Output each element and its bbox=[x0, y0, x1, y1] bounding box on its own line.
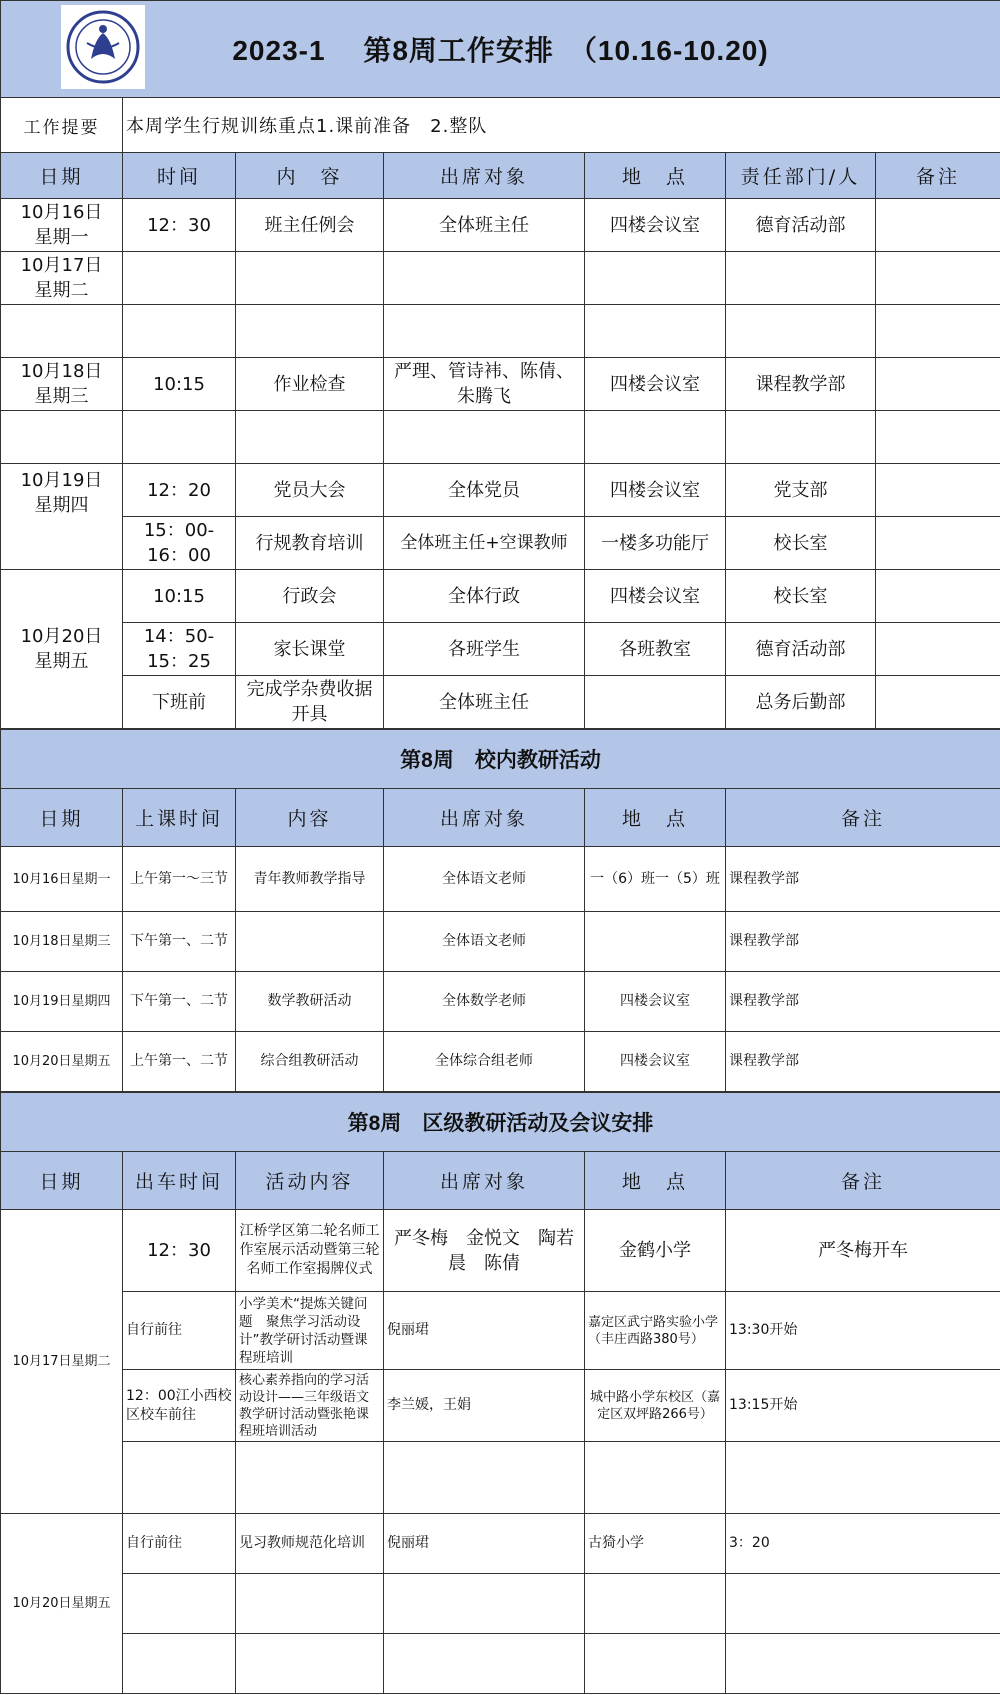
header-location: 地 点 bbox=[585, 153, 726, 199]
location-cell: 一（6）班一（5）班 bbox=[585, 847, 726, 912]
section-header-row bbox=[1, 789, 1000, 847]
attendees-cell: 严冬梅 金悦文 陶若晨 陈倩 bbox=[384, 1210, 585, 1292]
date-cell: 10月16日星期一 bbox=[1, 847, 123, 912]
header-department: 责任部门/人 bbox=[726, 153, 876, 199]
date-cell: 10月16日 星期一 bbox=[1, 199, 123, 252]
title-row bbox=[1, 1, 1000, 98]
notes-cell: 课程教学部 bbox=[726, 912, 1000, 972]
table-row bbox=[1, 1292, 1000, 1370]
header-notes: 备注 bbox=[876, 153, 1000, 199]
date-cell: 10月19日星期四 bbox=[1, 972, 123, 1032]
content-cell: 家长课堂 bbox=[236, 623, 384, 676]
header-departure-time: 出车时间 bbox=[123, 1152, 236, 1210]
header-attendees: 出席对象 bbox=[384, 1152, 585, 1210]
department-cell: 校长室 bbox=[726, 517, 876, 570]
content-cell bbox=[236, 912, 384, 972]
table-row bbox=[1, 199, 1000, 252]
header-activity: 活动内容 bbox=[236, 1152, 384, 1210]
table-row bbox=[1, 1442, 1000, 1514]
activity-cell: 小学美术“提炼关键问题 聚焦学习活动设计”教学研讨活动暨课程班培训 bbox=[236, 1292, 384, 1370]
table-row bbox=[1, 1634, 1000, 1694]
table-row bbox=[1, 358, 1000, 411]
date-cell: 10月20日 星期五 bbox=[1, 570, 123, 729]
class-time-cell: 上午第一～三节 bbox=[123, 847, 236, 912]
time-cell: 15：00-16：00 bbox=[123, 517, 236, 570]
attendees-cell: 全体综合组老师 bbox=[384, 1032, 585, 1092]
location-cell: 四楼会议室 bbox=[585, 570, 726, 623]
table-row bbox=[1, 1514, 1000, 1574]
class-time-cell: 上午第一、二节 bbox=[123, 1032, 236, 1092]
notes-cell: 课程教学部 bbox=[726, 1032, 1000, 1092]
content-cell: 行规教育培训 bbox=[236, 517, 384, 570]
attendees-cell: 全体行政 bbox=[384, 570, 585, 623]
summary-text: 本周学生行规训练重点1.课前准备 2.整队 bbox=[123, 98, 1000, 153]
location-cell: 一楼多功能厅 bbox=[585, 517, 726, 570]
table-row bbox=[1, 623, 1000, 676]
activity-cell: 核心素养指向的学习活动设计——三年级语文教学研讨活动暨张艳课程班培训活动 bbox=[236, 1370, 384, 1442]
header-notes: 备注 bbox=[726, 1152, 1000, 1210]
departure-time-cell: 12：30 bbox=[123, 1210, 236, 1292]
table-row bbox=[1, 1210, 1000, 1292]
content-cell: 行政会 bbox=[236, 570, 384, 623]
date-cell: 10月18日 星期三 bbox=[1, 358, 123, 411]
header-date: 日期 bbox=[1, 789, 123, 847]
table-row bbox=[1, 676, 1000, 729]
table-row bbox=[1, 464, 1000, 517]
date-cell: 10月18日星期三 bbox=[1, 912, 123, 972]
notes-cell: 13:30开始 bbox=[726, 1292, 1000, 1370]
content-cell: 数学教研活动 bbox=[236, 972, 384, 1032]
notes-cell bbox=[876, 623, 1000, 676]
summary-row bbox=[1, 98, 1000, 153]
section-title-row bbox=[1, 730, 1000, 789]
notes-cell bbox=[876, 358, 1000, 411]
notes-cell: 3：20 bbox=[726, 1514, 1000, 1574]
attendees-cell: 倪丽珺 bbox=[384, 1292, 585, 1370]
location-cell: 四楼会议室 bbox=[585, 358, 726, 411]
attendees-cell: 全体班主任 bbox=[384, 199, 585, 252]
main-header-row bbox=[1, 153, 1000, 199]
table-row bbox=[1, 912, 1000, 972]
header-notes: 备注 bbox=[726, 789, 1000, 847]
table-row bbox=[1, 305, 1000, 358]
section-title: 第8周 区级教研活动及会议安排 bbox=[1, 1093, 1000, 1152]
activity-cell: 见习教师规范化培训 bbox=[236, 1514, 384, 1574]
district-activities-table bbox=[0, 1092, 1000, 1694]
page-title: 2023-1 第8周工作安排 （10.16-10.20) bbox=[232, 35, 769, 66]
location-cell: 四楼会议室 bbox=[585, 972, 726, 1032]
attendees-cell: 严理、管诗袆、陈倩、朱腾飞 bbox=[384, 358, 585, 411]
notes-cell bbox=[876, 517, 1000, 570]
time-cell: 12：30 bbox=[123, 199, 236, 252]
notes-cell bbox=[876, 676, 1000, 729]
location-cell: 金鹤小学 bbox=[585, 1210, 726, 1292]
date-cell: 10月20日星期五 bbox=[1, 1514, 123, 1694]
notes-cell: 课程教学部 bbox=[726, 847, 1000, 912]
table-row bbox=[1, 1032, 1000, 1092]
location-cell: 四楼会议室 bbox=[585, 464, 726, 517]
attendees-cell: 李兰媛，王娟 bbox=[384, 1370, 585, 1442]
attendees-cell: 倪丽珺 bbox=[384, 1514, 585, 1574]
content-cell: 作业检查 bbox=[236, 358, 384, 411]
notes-cell bbox=[876, 570, 1000, 623]
header-content: 内 容 bbox=[236, 153, 384, 199]
section-header-row bbox=[1, 1152, 1000, 1210]
time-cell: 12：20 bbox=[123, 464, 236, 517]
content-cell: 党员大会 bbox=[236, 464, 384, 517]
header-content: 内容 bbox=[236, 789, 384, 847]
attendees-cell: 全体数学老师 bbox=[384, 972, 585, 1032]
departure-time-cell: 自行前往 bbox=[123, 1514, 236, 1574]
school-research-table bbox=[0, 729, 1000, 1092]
notes-cell bbox=[876, 199, 1000, 252]
time-cell: 下班前 bbox=[123, 676, 236, 729]
class-time-cell: 下午第一、二节 bbox=[123, 972, 236, 1032]
attendees-cell: 全体班主任+空课教师 bbox=[384, 517, 585, 570]
date-cell: 10月20日星期五 bbox=[1, 1032, 123, 1092]
header-date: 日期 bbox=[1, 1152, 123, 1210]
header-date: 日期 bbox=[1, 153, 123, 199]
location-cell bbox=[585, 676, 726, 729]
departure-time-cell: 12：00江小西校区校车前往 bbox=[123, 1370, 236, 1442]
table-row bbox=[1, 570, 1000, 623]
section-title-row bbox=[1, 1093, 1000, 1152]
location-cell: 古猗小学 bbox=[585, 1514, 726, 1574]
attendees-cell: 全体语文老师 bbox=[384, 912, 585, 972]
department-cell: 课程教学部 bbox=[726, 358, 876, 411]
table-row bbox=[1, 972, 1000, 1032]
time-cell: 14：50-15：25 bbox=[123, 623, 236, 676]
table-row bbox=[1, 1574, 1000, 1634]
table-row bbox=[1, 517, 1000, 570]
main-schedule-table bbox=[0, 0, 1000, 729]
attendees-cell: 全体班主任 bbox=[384, 676, 585, 729]
location-cell: 四楼会议室 bbox=[585, 1032, 726, 1092]
location-cell: 各班教室 bbox=[585, 623, 726, 676]
attendees-cell: 各班学生 bbox=[384, 623, 585, 676]
notes-cell bbox=[876, 464, 1000, 517]
header-class-time: 上课时间 bbox=[123, 789, 236, 847]
header-location: 地 点 bbox=[585, 1152, 726, 1210]
location-cell: 城中路小学东校区（嘉定区双坪路266号） bbox=[585, 1370, 726, 1442]
activity-cell: 江桥学区第二轮名师工作室展示活动暨第三轮名师工作室揭牌仪式 bbox=[236, 1210, 384, 1292]
time-cell: 10:15 bbox=[123, 358, 236, 411]
attendees-cell: 全体党员 bbox=[384, 464, 585, 517]
attendees-cell: 全体语文老师 bbox=[384, 847, 585, 912]
table-row bbox=[1, 847, 1000, 912]
content-cell: 完成学杂费收据开具 bbox=[236, 676, 384, 729]
location-cell: 嘉定区武宁路实验小学（丰庄西路380号） bbox=[585, 1292, 726, 1370]
notes-cell: 课程教学部 bbox=[726, 972, 1000, 1032]
header-attendees: 出席对象 bbox=[384, 153, 585, 199]
header-location: 地 点 bbox=[585, 789, 726, 847]
notes-cell: 严冬梅开车 bbox=[726, 1210, 1000, 1292]
department-cell: 校长室 bbox=[726, 570, 876, 623]
department-cell: 德育活动部 bbox=[726, 623, 876, 676]
location-cell bbox=[585, 912, 726, 972]
school-logo-icon bbox=[65, 9, 141, 85]
content-cell: 班主任例会 bbox=[236, 199, 384, 252]
departure-time-cell: 自行前往 bbox=[123, 1292, 236, 1370]
date-cell: 10月17日星期二 bbox=[1, 1210, 123, 1514]
table-row bbox=[1, 252, 1000, 305]
summary-label: 工作提要 bbox=[1, 98, 123, 153]
location-cell: 四楼会议室 bbox=[585, 199, 726, 252]
department-cell: 德育活动部 bbox=[726, 199, 876, 252]
section-title: 第8周 校内教研活动 bbox=[1, 730, 1000, 789]
time-cell: 10:15 bbox=[123, 570, 236, 623]
content-cell: 综合组教研活动 bbox=[236, 1032, 384, 1092]
department-cell: 党支部 bbox=[726, 464, 876, 517]
class-time-cell: 下午第一、二节 bbox=[123, 912, 236, 972]
table-row bbox=[1, 1370, 1000, 1442]
table-row bbox=[1, 411, 1000, 464]
school-logo bbox=[61, 5, 145, 89]
header-time: 时间 bbox=[123, 153, 236, 199]
header-attendees: 出席对象 bbox=[384, 789, 585, 847]
department-cell: 总务后勤部 bbox=[726, 676, 876, 729]
notes-cell: 13:15开始 bbox=[726, 1370, 1000, 1442]
date-cell: 10月19日 星期四 bbox=[1, 464, 123, 570]
date-cell: 10月17日 星期二 bbox=[1, 252, 123, 305]
content-cell: 青年教师教学指导 bbox=[236, 847, 384, 912]
